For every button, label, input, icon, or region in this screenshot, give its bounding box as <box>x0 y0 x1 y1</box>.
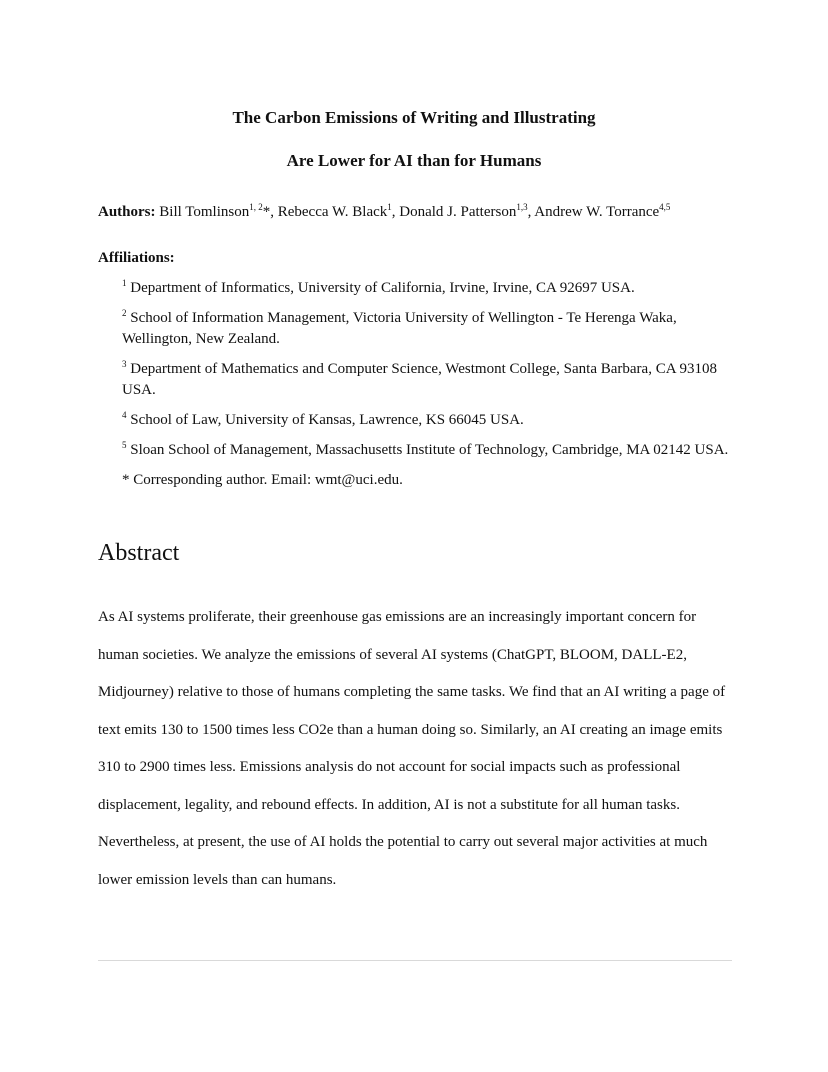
author-name: Bill Tomlinson <box>159 204 250 220</box>
affiliation-text: School of Law, University of Kansas, Lawrence, KS 66045 USA. <box>126 412 524 428</box>
affiliation-number: 5 <box>122 440 127 450</box>
affiliation-text: Department of Mathematics and Computer Science, Westmont College, Santa Barbara, CA 93108 USA. <box>122 361 717 398</box>
abstract-body: As AI systems proliferate, their greenhouse gas emissions are an increasingly important concern for human societies. We analyze the emissions of several AI systems (ChatGPT, BLOOM, DALL-E2, Midjourney) relative to those of humans completing the same tasks. We find that an AI writing a page of text emits 130 to 1500 times less CO2e than a human doing so. Similarly, an AI creating an image emits 310 to 2900 times less. Emissions analysis do not account for social impacts such as professional displacement, legality, and rebound effects. In addition, AI is not a substitute for all human tasks. Nevertheless, at present, the use of AI holds the potential to carry out several major activities at much lower emission levels than can humans. <box>98 609 726 888</box>
author-name: Donald J. Patterson <box>399 204 517 220</box>
affiliation-item <box>122 308 732 350</box>
affiliation-item <box>122 359 732 401</box>
affiliation-item <box>122 278 732 299</box>
affiliation-number: 1 <box>122 278 127 288</box>
paper-title-line-2: Are Lower for AI than for Humans <box>286 151 542 170</box>
author-name: Rebecca W. Black <box>277 204 388 220</box>
abstract-heading: Abstract <box>98 540 180 566</box>
affiliation-number: 2 <box>122 308 127 318</box>
author-separator: *, <box>262 204 278 220</box>
author-affiliation-marker: 4,5 <box>659 202 671 212</box>
affiliations-list <box>122 278 732 500</box>
affiliation-number: 4 <box>122 410 127 420</box>
corresponding-author: * Corresponding author. Email: wmt@uci.edu. <box>122 472 403 488</box>
footer-divider <box>98 960 732 961</box>
affiliation-number: 3 <box>122 359 127 369</box>
affiliation-item <box>122 410 732 431</box>
paper-title-line-1: The Carbon Emissions of Writing and Illustrating <box>232 108 596 127</box>
author-separator: , <box>527 204 535 220</box>
author-affiliation-marker: 1,3 <box>516 202 528 212</box>
authors-line <box>98 203 758 221</box>
authors-list <box>159 204 670 220</box>
affiliation-item <box>122 440 732 461</box>
authors-label: Authors: <box>98 204 156 220</box>
author-name: Andrew W. Torrance <box>534 204 660 220</box>
affiliations-heading: Affiliations: <box>98 250 175 266</box>
author-affiliation-marker: 1, 2 <box>249 202 263 212</box>
affiliation-text: Department of Informatics, University of California, Irvine, Irvine, CA 92697 USA. <box>126 280 635 296</box>
affiliation-text: School of Information Management, Victoria University of Wellington - Te Herenga Waka, Wellington, New Zealand. <box>122 310 677 347</box>
author-separator: , <box>391 204 400 220</box>
affiliation-text: Sloan School of Management, Massachusetts Institute of Technology, Cambridge, MA 02142 USA. <box>126 442 729 458</box>
author-affiliation-marker: 1 <box>387 202 392 212</box>
